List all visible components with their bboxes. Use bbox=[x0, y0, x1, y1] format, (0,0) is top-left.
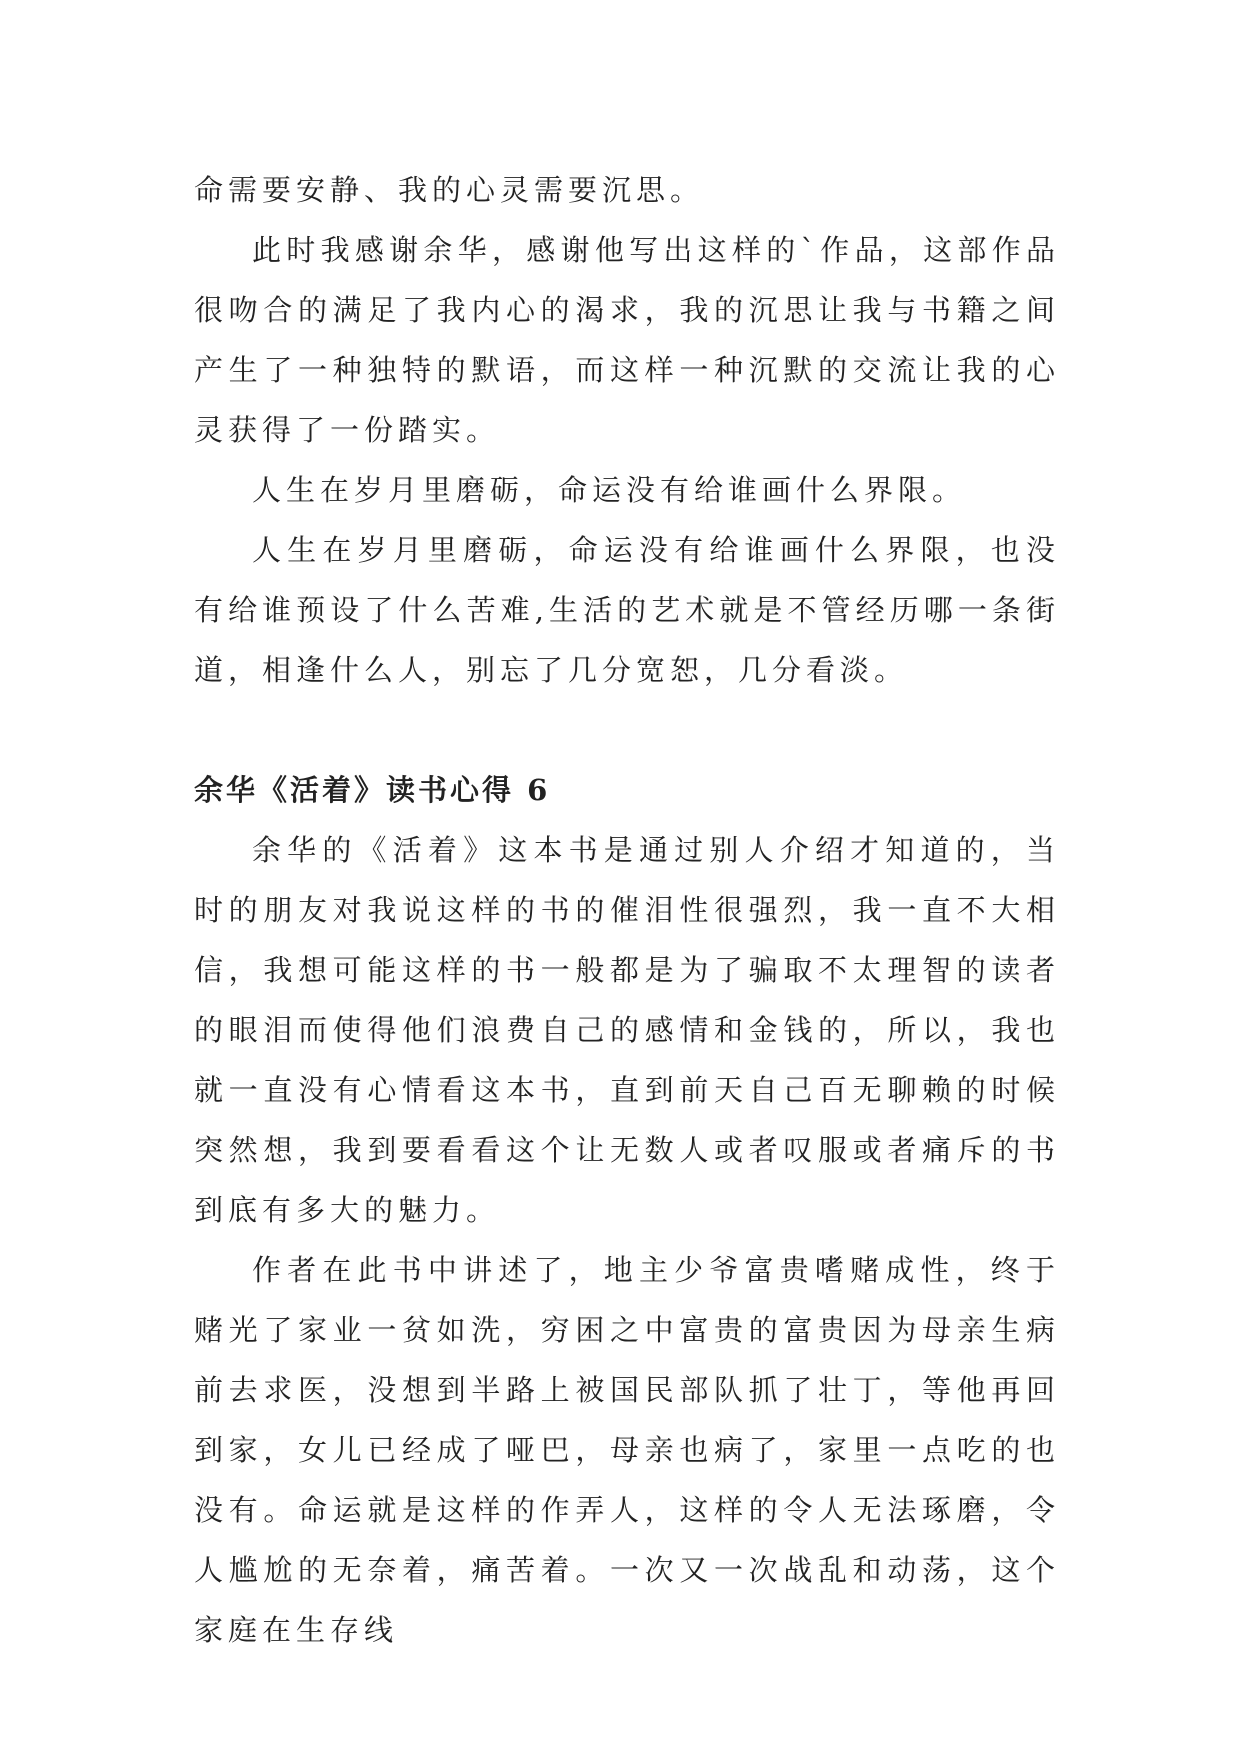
paragraph: 余华的《活着》这本书是通过别人介绍才知道的，当时的朋友对我说这样的书的催泪性很强烈，我一直不大相信，我想可能这样的书一般都是为了骗取不太理智的读者的眼泪而使得他们浪费自己的感情和金钱的，所以，我也就一直没有心情看这本书，直到前天自己百无聊赖的时候突然想，我到要看看这个让无数人或者叹服或者痛斥的书到底有多大的魅力。 bbox=[194, 833, 1060, 1227]
paragraph: 人生在岁月里磨砺，命运没有给谁画什么界限。 bbox=[252, 473, 967, 507]
section-heading: 余华《活着》读书心得 6 bbox=[194, 773, 551, 807]
paragraph: 此时我感谢余华，感谢他写出这样的`作品，这部作品很吻合的满足了我内心的渴求，我的沉思让我与书籍之间产生了一种独特的默语，而这样一种沉默的交流让我的心灵获得了一份踏实。 bbox=[194, 233, 1060, 447]
paragraph: 作者在此书中讲述了，地主少爷富贵嗜赌成性，终于赌光了家业一贫如洗，穷困之中富贵的富贵因为母亲生病前去求医，没想到半路上被国民部队抓了壮丁，等他再回到家，女儿已经成了哑巴，母亲也病了，家里一点吃的也没有。命运就是这样的作弄人，这样的令人无法琢磨，令人尴尬的无奈着，痛苦着。一次又一次战乱和动荡，这个家庭在生存线 bbox=[194, 1253, 1060, 1647]
paragraph: 人生在岁月里磨砺，命运没有给谁画什么界限，也没有给谁预设了什么苦难,生活的艺术就是不管经历哪一条街道，相逢什么人，别忘了几分宽恕，几分看淡。 bbox=[194, 533, 1060, 687]
paragraph: 命需要安静、我的心灵需要沉思。 bbox=[194, 173, 705, 207]
document-body bbox=[194, 160, 1060, 1660]
